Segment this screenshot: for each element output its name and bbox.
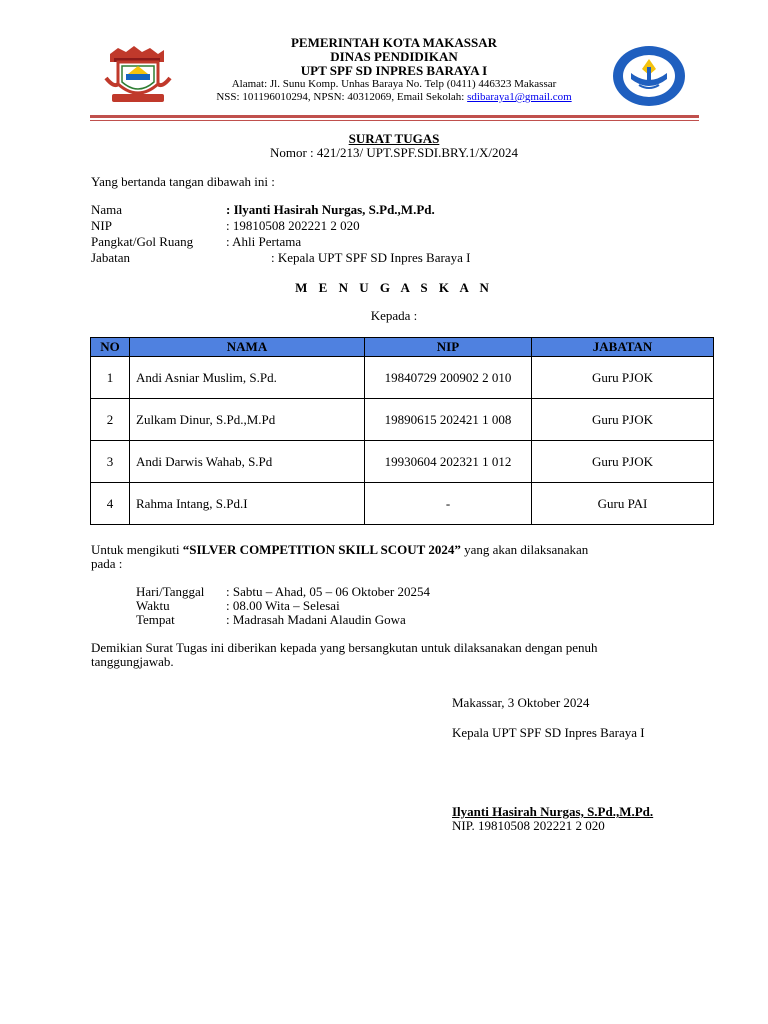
schedule-place-label: Tempat (136, 612, 175, 627)
schedule-time-value: : 08.00 Wita – Selesai (226, 598, 340, 613)
letterhead-ids-text: NSS: 101196010294, NPSN: 40312069, Email Sekolah: (216, 91, 468, 103)
purpose-post: yang akan dilaksanakan (460, 542, 589, 557)
schedule-day-label: Hari/Tanggal (136, 584, 205, 599)
city-emblem-logo (104, 44, 172, 106)
letterhead-ids (180, 91, 608, 104)
signer-position-value: : Kepala UPT SPF SD Inpres Baraya I (271, 250, 471, 265)
cell-jabatan: Guru PJOK (532, 441, 714, 483)
letterhead-government: PEMERINTAH KOTA MAKASSAR (290, 35, 498, 50)
signature-place-date: Makassar, 3 Oktober 2024 (452, 695, 590, 710)
cell-nama: Zulkam Dinur, S.Pd.,M.Pd (130, 399, 365, 441)
document-title: SURAT TUGAS (348, 131, 440, 146)
signer-name-label: Nama (91, 202, 123, 217)
table-row (91, 399, 714, 441)
letterhead-rule-thick (90, 115, 699, 118)
signer-nip-label: NIP (91, 218, 112, 233)
purpose-pre: Untuk mengikuti (91, 542, 183, 557)
signature-nip: NIP. 19810508 202221 2 020 (452, 818, 605, 833)
col-header-no: NO (91, 338, 130, 357)
cell-nama: Andi Asniar Muslim, S.Pd. (130, 357, 365, 399)
cell-nip: 19840729 200902 2 010 (365, 357, 532, 399)
letterhead-department: DINAS PENDIDIKAN (330, 49, 458, 64)
table-row (91, 441, 714, 483)
letterhead-school: UPT SPF SD INPRES BARAYA I (300, 63, 488, 78)
cell-nip: 19890615 202421 1 008 (365, 399, 532, 441)
school-email-link[interactable]: sdibaraya1@gmail.com (467, 91, 572, 103)
signer-rank-label: Pangkat/Gol Ruang (91, 234, 194, 249)
cell-jabatan: Guru PAI (532, 483, 714, 525)
col-header-nama: NAMA (130, 338, 365, 357)
purpose-line-2: pada : (91, 556, 123, 571)
document-number: Nomor : 421/213/ UPT.SPF.SDI.BRY.1/X/2024 (269, 145, 519, 160)
cell-no: 3 (91, 441, 130, 483)
signer-name-value: : Ilyanti Hasirah Nurgas, S.Pd.,M.Pd. (226, 202, 435, 217)
table-row (91, 483, 714, 525)
assignees-table (90, 337, 714, 525)
signature-name: Ilyanti Hasirah Nurgas, S.Pd.,M.Pd. (452, 804, 654, 819)
purpose-line (91, 542, 588, 558)
cell-no: 1 (91, 357, 130, 399)
kepada-text: Kepada : (370, 308, 418, 323)
signer-rank-value: : Ahli Pertama (226, 234, 302, 249)
cell-nama: Andi Darwis Wahab, S.Pd (130, 441, 365, 483)
schedule-day-value: : Sabtu – Ahad, 05 – 06 Oktober 20254 (226, 584, 431, 599)
tut-wuri-handayani-logo (611, 45, 687, 107)
menugaskan-heading: M E N U G A S K A N (295, 280, 493, 295)
cell-no: 4 (91, 483, 130, 525)
signer-nip-value: : 19810508 202221 2 020 (226, 218, 360, 233)
letterhead-address: Alamat: Jl. Sunu Komp. Unhas Baraya No. Telp (0411) 446323 Makassar (231, 78, 557, 90)
closing-line-2: tanggungjawab. (91, 654, 174, 669)
cell-nama: Rahma Intang, S.Pd.I (130, 483, 365, 525)
col-header-jabatan: JABATAN (532, 338, 714, 357)
letterhead-rule-thin (90, 120, 699, 121)
schedule-place-value: : Madrasah Madani Alaudin Gowa (226, 612, 406, 627)
schedule-time-label: Waktu (136, 598, 170, 613)
signature-position: Kepala UPT SPF SD Inpres Baraya I (452, 725, 645, 740)
cell-jabatan: Guru PJOK (532, 399, 714, 441)
letterhead (180, 36, 608, 104)
col-header-nip: NIP (365, 338, 532, 357)
signer-position-label: Jabatan (91, 250, 130, 265)
event-name: “SILVER COMPETITION SKILL SCOUT 2024” (182, 542, 461, 557)
cell-nip: 19930604 202321 1 012 (365, 441, 532, 483)
cell-no: 2 (91, 399, 130, 441)
closing-line-1: Demikian Surat Tugas ini diberikan kepada yang bersangkutan untuk dilaksanakan dengan penuh (91, 640, 598, 655)
cell-nip: - (365, 483, 532, 525)
table-row (91, 357, 714, 399)
intro-text: Yang bertanda tangan dibawah ini : (91, 174, 275, 189)
table-header-row (91, 338, 714, 357)
cell-jabatan: Guru PJOK (532, 357, 714, 399)
